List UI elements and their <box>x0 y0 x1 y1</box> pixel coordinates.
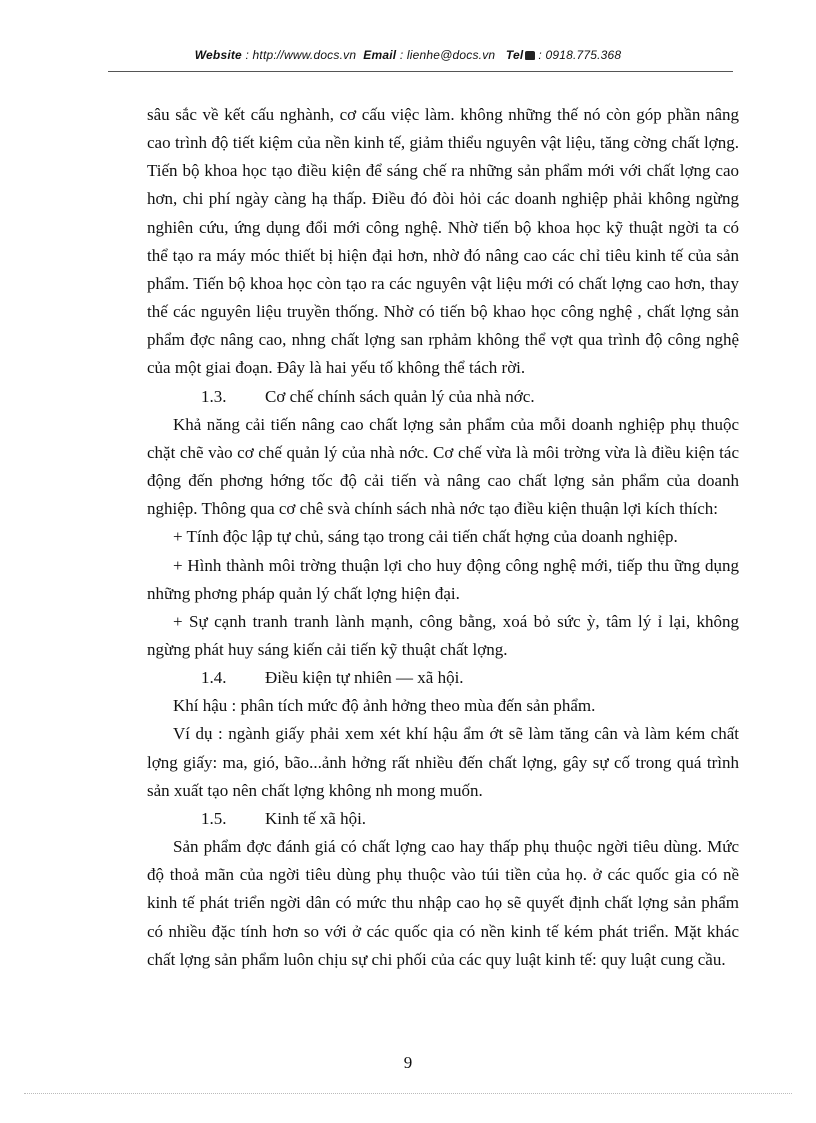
tel-label: Tel <box>505 48 524 62</box>
page-bottom-divider <box>24 1093 792 1094</box>
section-heading-1-3 <box>147 383 739 411</box>
page-number: 9 <box>403 1053 413 1072</box>
section-number: 1.5. <box>201 808 227 828</box>
bullet-1: + Tính độc lập tự chủ, sáng tạo trong cải tiến chất hợng của doanh nghiệp. <box>173 527 678 547</box>
paragraph-2: Khả năng cải tiến nâng cao chất lợng sản phẩm của mỗi doanh nghiệp phụ thuộc chặt chẽ vào cơ chế quản lý của nhà nớc. Cơ chế vừa là môi trờng vừa là điều kiện tác động đến phơng hớng tốc độ cải tiến và nâng cao chất lợng sản phẩm của doanh nghiệp. Thông qua cơ chê svà chính sách nhà nớc tạo điều kiện thuận lợi kích thích: <box>147 414 739 519</box>
website-url: : http://www.docs.vn <box>245 48 357 62</box>
section-heading-1-4 <box>147 664 739 692</box>
page-header <box>0 48 816 62</box>
section-title: Kinh tế xã hội. <box>265 808 367 828</box>
bullet-3: + Sự cạnh tranh tranh lành mạnh, công bằng, xoá bỏ sức ỳ, tâm lý ỉ lại, không ngừng phát huy sáng kiến cải tiến kỹ thuật chất lợng. <box>147 611 739 659</box>
section-title: Cơ chế chính sách quản lý của nhà nớc. <box>265 386 535 406</box>
phone-icon <box>525 51 535 60</box>
bullet-2: + Hình thành môi trờng thuận lợi cho huy động công nghệ mới, tiếp thu ững dụng những phơng pháp quản lý chất lợng hiện đại. <box>147 555 739 603</box>
email-label: Email <box>363 48 397 62</box>
website-label: Website <box>194 48 242 62</box>
section-number: 1.3. <box>201 386 227 406</box>
tel-number: : 0918.775.368 <box>538 48 622 62</box>
document-body <box>147 101 739 974</box>
paragraph-4: Ví dụ : ngành giấy phải xem xét khí hậu ẩm ớt sẽ làm tăng cân và làm kém chất lợng giấy: ma, gió, bão...ảnh hởng rất nhiều đến chất lợng, gây sự cố trong quá trình sản xuất tạo nên chất lợng không nh mong muốn. <box>147 724 739 800</box>
paragraph-1: sâu sắc về kết cấu nghành, cơ cấu việc làm. không những thế nó còn góp phần nâng cao trình độ tiết kiệm của nền kinh tế, giảm thiểu nguyên vật liệu, tăng cờng chất lợng. Tiến bộ khoa học tạo điều kiện để sáng chế ra những sản phẩm mới với chất lợng cao hơn, chi phí ngày càng hạ thấp. Điều đó đòi hỏi các doanh nghiệp phải không ngừng nghiên cứu, ứng dụng đổi mới công nghệ. Nhờ tiến bộ khoa học kỹ thuật ngời ta có thể tạo ra máy móc thiết bị hiện đại hơn, nhờ đó nâng cao các chỉ tiêu kinh tế của sản phẩm. Tiến bộ khoa học còn tạo ra các nguyên vật liệu mới có chất lợng cao hơn, thay thế các nguyên liệu truyền thống. Nhờ có tiến bộ khao học công nghệ , chất lợng sản phẩm đợc nâng cao, nhng chất lợng san rphảm không thể vợt qua trình độ công nghệ của một giai đoạn. Đây là hai yếu tố không thể tách rời. <box>147 105 739 378</box>
section-number: 1.4. <box>201 668 227 688</box>
email-address: : lienhe@docs.vn <box>399 48 496 62</box>
section-heading-1-5 <box>147 805 739 833</box>
section-title: Điều kiện tự nhiên — xã hội. <box>265 668 464 688</box>
header-divider <box>108 71 733 72</box>
paragraph-5: Sản phẩm đợc đánh giá có chất lợng cao hay thấp phụ thuộc ngời tiêu dùng. Mức độ thoả mãn của ngời tiêu dùng phụ thuộc vào túi tiền của họ. ở các quốc gia có nề kinh tế phát triển ngời dân có mức thu nhập cao họ sẽ quyết định chất lợng sản phẩm có nhiều đặc tính hơn so với ở các quốc qia có nền kinh tế kém phát triển. Mặt khác chất lợng sản phẩm luôn chịu sự chi phối của các quy luật kinh tế: quy luật cung cầu. <box>147 837 739 969</box>
paragraph-3: Khí hậu : phân tích mức độ ảnh hởng theo mùa đến sản phẩm. <box>173 696 596 716</box>
